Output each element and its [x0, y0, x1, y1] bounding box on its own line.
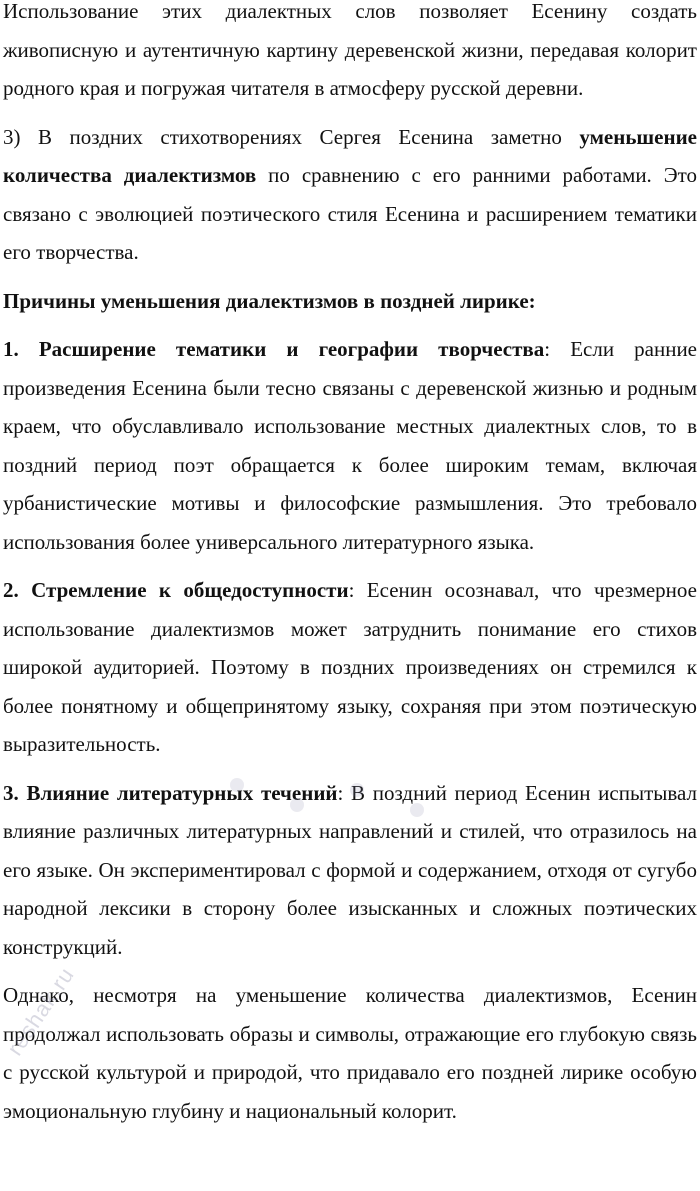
paragraph-text: Использование этих диалектных слов позволяет Есенину создать живописную и аутентичную картину деревенской жизни, передавая колорит родного края и погружая читателя в атмосферу русской деревни. [3, 0, 697, 100]
section-heading [3, 282, 697, 321]
reason-item-1 [3, 330, 697, 561]
heading-text: Причины уменьшения диалектизмов в поздней лирике: [3, 288, 536, 313]
reason-3-title: 3. Влияние литературных течений [3, 780, 338, 805]
paragraph-conclusion [3, 976, 697, 1130]
document-page [3, 0, 697, 1130]
reason-3-text: : В поздний период Есенин испытывал влияние различных литературных направлений и стилей, что отразилось на его языке. Он экспериментировал с формой и содержанием, отходя от сугубо народной лексики в сторону более изысканных и сложных поэтических конструкций. [3, 780, 697, 959]
reason-2-title: 2. Стремление к общедоступности [3, 578, 349, 602]
paragraph-dialect-usage [3, 0, 697, 108]
paragraph-text-end: по сравнению с его ранними работами. Это связано с эволюцией поэтического стиля Есенина и расширением тематики его творчества. [3, 163, 697, 264]
reason-2-text: : Есенин осознавал, что чрезмерное использование диалектизмов может затруднить понимание его стихов широкой аудиторией. Поэтому в поздних произведениях он стремился к более понятному и общепринятому языку, сохраняя при этом поэтическую выразительность. [3, 578, 698, 756]
paragraph-late-poems [3, 118, 697, 272]
paragraph-text-start: 3) В поздних стихотворениях Сергея Есенина заметно [3, 124, 580, 149]
conclusion-text: Однако, несмотря на уменьшение количества диалектизмов, Есенин продолжал использовать образы и символы, отражающие его глубокую связь с русской культурой и природой, что придавало его поздней лирике особую эмоциональную глубину и национальный колорит. [3, 983, 697, 1123]
watermark-text: reshak.ru [2, 962, 80, 1060]
reason-item-2 [3, 571, 697, 764]
reason-1-text: : Если ранние произведения Есенина были тесно связаны с деревенской жизнью и родным краем, что обуславливало использование местных диалектных слов, то в поздний период поэт обращается к более широким темам, включая урбанистические мотивы и философские размышления. Это требовало использования более универсального литературного языка. [3, 337, 698, 554]
bold-phrase-decrease: уменьшение количества диалектизмов [3, 124, 697, 187]
reason-1-title: 1. Расширение тематики и географии творчества [3, 337, 545, 361]
reason-item-3 [3, 774, 697, 967]
